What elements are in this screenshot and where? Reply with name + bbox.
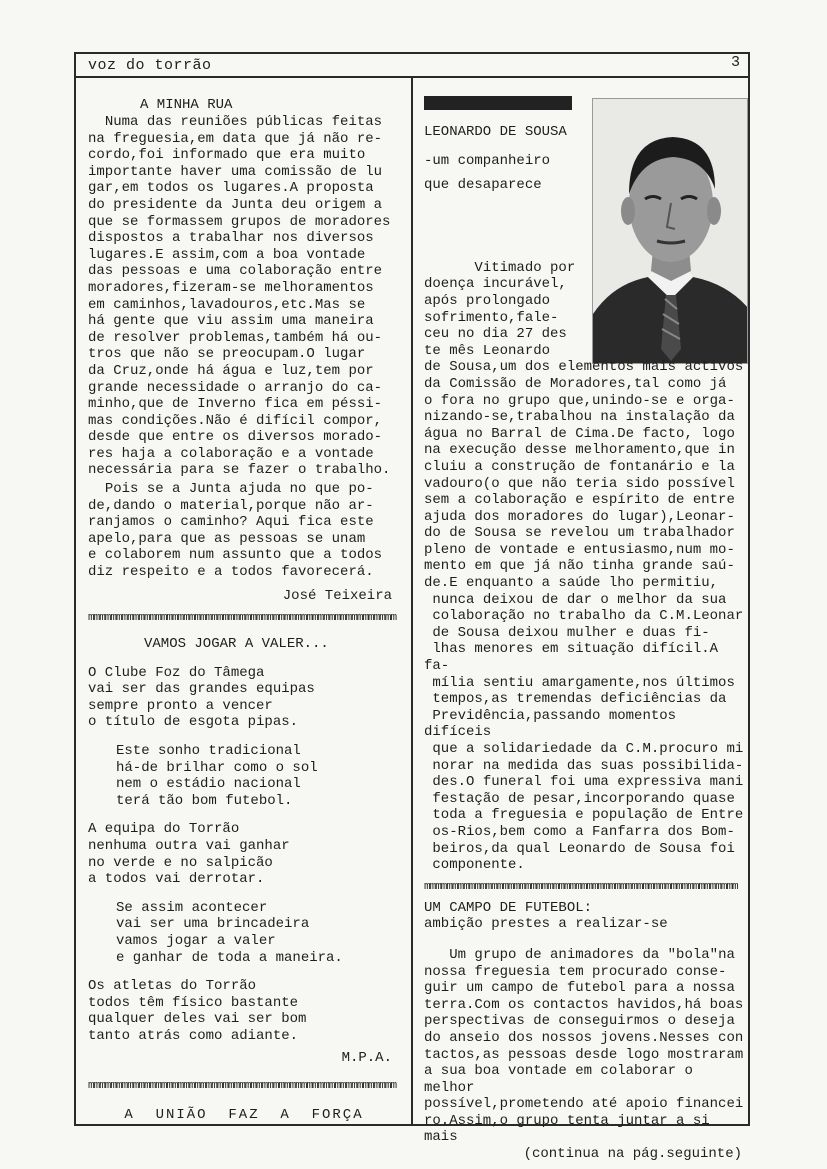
heading-bar — [424, 96, 572, 110]
football-heading: UM CAMPO DE FUTEBOL: — [424, 899, 593, 916]
poem-author: M.P.A. — [341, 1049, 392, 1066]
column-divider — [411, 78, 413, 1126]
obituary-name: LEONARDO DE SOUSA — [424, 124, 567, 140]
obituary-body: de Sousa,um dos elementos mais activos da Comissão de Moradores,tal como já o fora no grupo que,unindo-se e orga- nizando-se,trabalhou na instalação da água no Barral de Cima.De facto, logo na execução desse melhoramento,que in cluiu a construção de fontanário e la vadouro(o que não teria sido possível sem a colaboração e espírito de entre ajuda dos moradores do lugar),Leonar- do de Sousa se revelou um trabalhador pleno de vontade e entusiasmo,num mo- mento em que já não tinha grande saú- de.E enquanto a saúde lho permitiu, nunca deixou de dar o melhor da sua colaboração no trabalho da C.M.Leonar de Sousa deixou mulher e duas fi- lhas menores em situação difícil.A fa- mília sentiu amargamente,nos últimos tempos,as tremendas deficiências da Previdência,passando momentos difíceis que a solidariedade da C.M.procuro mi norar na medida das suas possibilida- des.O funeral foi uma expressiva mani festação de pesar,incorporando quase toda a freguesia e população de Entre os-Rios,bem como a Fanfarra dos Bom- beiros,da qual Leonardo de Sousa foi componente. — [424, 359, 744, 874]
page-number: 3 — [730, 54, 740, 71]
article-body-minha-rua: Numa das reuniões públicas feitas na freguesia,em data que já não re- cordo,foi informado que era muito importante haver uma comissão de lu gar,em todos os lugares.A proposta do presidente da Junta deu origem a que se formassem grupos de moradores dispostos a trabalhar nos diversos lugares.E assim,com a boa vontade das pessoas e uma colaboração entre moradores,fizeram-se melhoramentos em caminhos,lavadouros,etc.Mas se há gente que viu assim uma maneira de resolver problemas,também há ou- tros que não se preocupam.O lugar da Cruz,onde há água e luz,tem por grande necessidade o arranjo do ca- minho,que de Inverno fica em péssi- mas condições.Não é difícil compor, desde que entre os diversos morado- res haja a colaboração e a vontade necessária para se fazer o trabalho. — [88, 114, 391, 479]
obituary-subtitle: -um companheiro — [424, 152, 551, 169]
poem-stanza: Se assim acontecer vai ser uma brincadeira vamos jogar a valer e ganhar de toda a maneira. — [116, 899, 343, 966]
obituary-lead: Vitimado por doença incurável, após prolongado sofrimento,fale- ceu no dia 27 des te mês Leonardo — [424, 259, 576, 359]
football-subheading: ambição prestes a realizar-se — [424, 916, 668, 933]
poem-stanza: A equipa do Torrão nenhuma outra vai ganhar no verde e no salpicão a todos vai derrotar. — [88, 821, 290, 888]
left-column — [88, 96, 400, 1123]
newspaper-title: voz do torrão — [88, 57, 212, 74]
motto: A UNIÃO FAZ A FORÇA — [124, 1106, 364, 1123]
poem-stanza: Este sonho tradicional há-de brilhar como o sol nem o estádio nacional terá tão bom futebol. — [116, 743, 318, 809]
poem-stanza: O Clube Foz do Tâmega vai ser das grandes equipas sempre pronto a vencer o título de esgota pipas. — [88, 664, 315, 731]
right-column — [424, 96, 744, 1163]
poem-stanza: Os atletas do Torrão todos têm físico bastante qualquer deles vai ser bom tanto atrás como adiante. — [88, 978, 307, 1044]
article-body-minha-rua-2: Pois se a Junta ajuda no que po- de,dando o material,porque não ar- ranjamos o caminho? Aqui fica este apelo,para que as pessoas se unam e colaborem num assunto que a todos diz respeito e a todos favorecerá. — [88, 481, 383, 581]
poem-heading: VAMOS JOGAR A VALER... — [144, 635, 329, 652]
article-heading-minha-rua: A MINHA RUA — [140, 97, 233, 113]
separator-line: mmmmmmmmmmmmmmmmmmmmmmmmmmmmmmmmmmmmmmmmmmmmmmmmmmmmmmmm — [424, 880, 738, 893]
obituary-subtitle-2: que desaparece — [424, 177, 542, 194]
separator-line: mmmmmmmmmmmmmmmmmmmmmmmmmmmmmmmmmmmmmmmmmmmmmmmmmmmmmmm — [88, 611, 397, 624]
football-body: Um grupo de animadores da "bola"na nossa freguesia tem procurado conse- guir um campo de futebol para a nossa terra.Com os contactos havidos,há boas perspectivas de conseguirmos o deseja do anseio dos nossos jovens.Nesses con tactos,as pessoas desde logo mostraram a sua boa vontade em colaborar o melhor possível,prometendo até apoio financei ro.Assim,o grupo tenta juntar a si mais — [424, 946, 744, 1146]
separator-line: mmmmmmmmmmmmmmmmmmmmmmmmmmmmmmmmmmmmmmmmmmmmmmmmmmmmmmm — [88, 1079, 397, 1092]
article-author: José Teixeira — [282, 587, 392, 604]
continued-note: (continua na pág.seguinte) — [523, 1146, 742, 1163]
